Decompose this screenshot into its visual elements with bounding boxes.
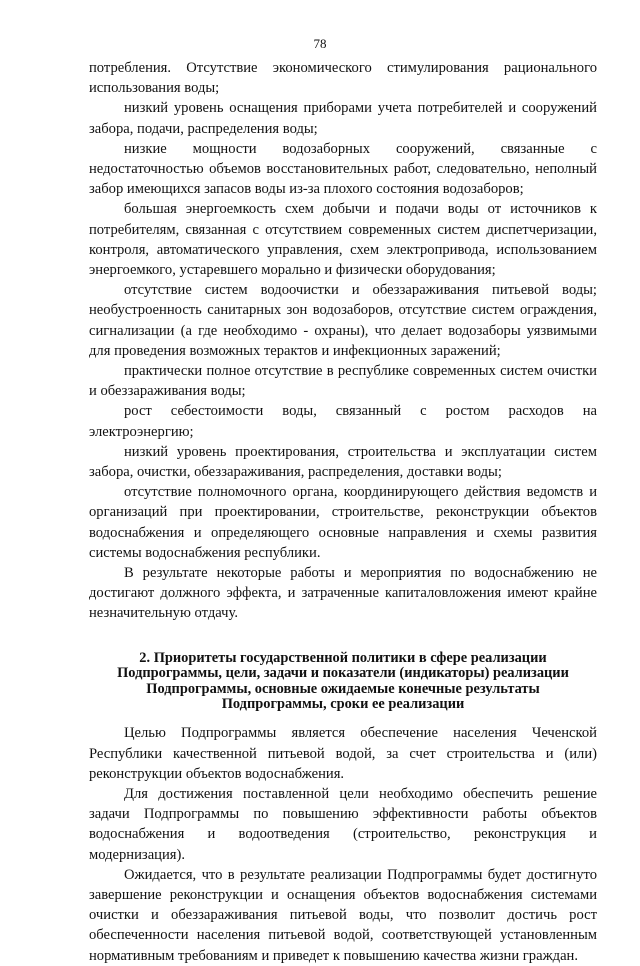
paragraph: рост себестоимости воды, связанный с ростом расходов на электроэнергию; — [89, 403, 597, 440]
paragraph: отсутствие полномочного органа, координирующего действия ведомств и организаций при проектировании, строительстве, реконструкции объектов водоснабжения и определяющего основные направления и схемы развития системы водоснабжения республики. — [89, 484, 597, 561]
page-number: 78 — [313, 36, 327, 51]
paragraph: низкий уровень проектирования, строительства и эксплуатации систем забора, очистки, обеззараживания, распределения, доставки воды; — [89, 443, 597, 481]
section-top-text — [89, 58, 597, 624]
paragraph: Ожидается, что в результате реализации Подпрограммы будет достигнуто завершение реконструкции и оснащения объектов водоснабжения системами очистки и обеззараживания питьевой воды, что позволит достичь рост обеспеченности населения питьевой водой, соответствующей установленным нормативным требованиям и приведет к повышению качества жизни граждан. — [89, 866, 597, 964]
heading-line: 2. Приоритеты государственной политики в сфере реализации — [139, 649, 547, 666]
paragraph: низкий уровень оснащения приборами учета потребителей и сооружений забора, подачи, распределения воды; — [89, 100, 597, 137]
heading-line: Подпрограммы, сроки ее реализации — [221, 695, 465, 712]
paragraph: В результате некоторые работы и мероприятия по водоснабжению не достигают должного эффекта, и затраченные капиталовложения имеют крайне незначительную отдачу. — [89, 565, 597, 622]
section-heading — [89, 651, 597, 713]
heading-line: Подпрограммы, основные ожидаемые конечные результаты — [146, 680, 540, 697]
paragraph: потребления. Отсутствие экономического стимулирования рационального использования воды; — [89, 60, 597, 97]
paragraph: практически полное отсутствие в республике современных систем очистки и обеззараживания воды; — [89, 363, 597, 400]
heading-line: Подпрограммы, цели, задачи и показатели (индикаторы) реализации — [117, 665, 569, 682]
page-body — [89, 58, 597, 966]
paragraph: низкие мощности водозаборных сооружений, связанные с недостаточностью объемов восстановительных работ, следовательно, неполный забор имеющихся запасов воды из-за плохого состояния водозаборов; — [89, 140, 597, 198]
section-bottom-text — [89, 723, 597, 965]
paragraph: отсутствие систем водоочистки и обеззараживания питьевой воды; необустроенность санитарных зон водозаборов, отсутствие систем ограждения, сигнализации (а где необходимо - охраны), что делает водозаборы уязвимыми для проведения возможных терактов и инфекционных заражений; — [89, 282, 597, 359]
paragraph: большая энергоемкость схем добычи и подачи воды от источников к потребителям, связанная с отсутствием современных систем диспетчеризации, контроля, автоматического управления, схем электропривода, использованием энергоемкого, устаревшего морально и физически оборудования; — [89, 201, 597, 279]
paragraph: Целью Подпрограммы является обеспечение населения Чеченской Республики качественной питьевой водой, за счет строительства и (или) реконструкции объектов водоснабжения. — [89, 725, 597, 782]
paragraph: Для достижения поставленной цели необходимо обеспечить решение задачи Подпрограммы по повышению эффективности работы объектов водоснабжения и водоотведения (строительство, реконструкция и модернизация). — [89, 785, 597, 863]
